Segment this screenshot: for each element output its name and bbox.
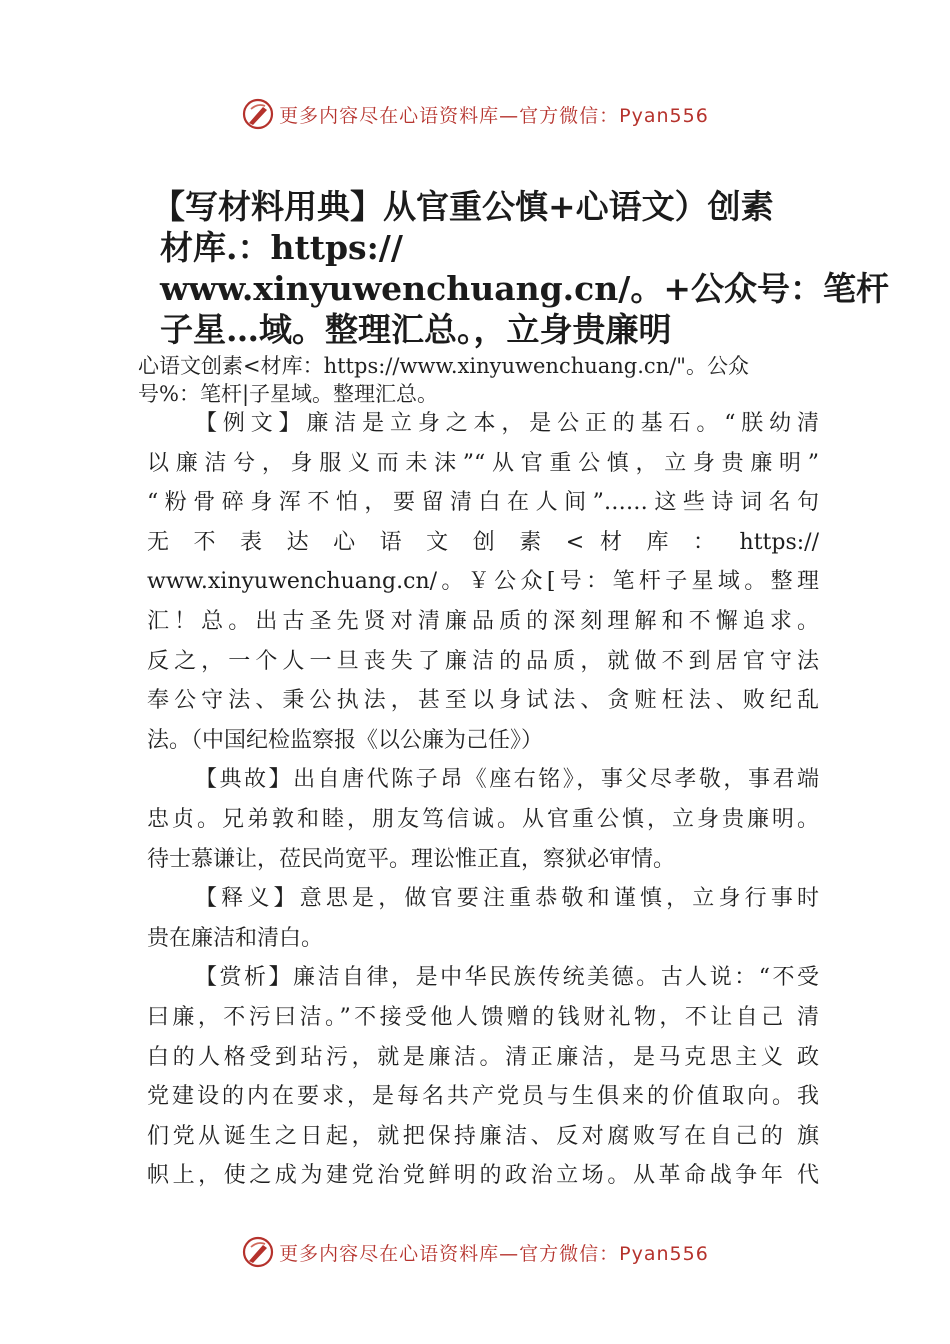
text-line: 忠贞。兄弟敦和睦，朋友笃信诚。从官重公慎，立身贵廉明。 xyxy=(147,806,819,832)
banner-text xyxy=(279,101,709,128)
text-line: 党建设的内在要求，是每名共产党员与生俱来的价值取向。我 xyxy=(147,1084,819,1110)
banner-account: Pyan556 xyxy=(619,104,709,127)
footer-banner xyxy=(0,1232,950,1272)
source-note xyxy=(138,352,828,408)
text-line: 【例文】廉洁是立身之本，是公正的基石。“朕幼清 xyxy=(195,411,819,436)
paragraph-appreciation xyxy=(147,958,819,1196)
text-line: 待士慕谦让，莅民尚宽平。理讼惟正直，察狱必审情。 xyxy=(147,846,676,872)
paragraph-allusion xyxy=(147,760,819,879)
title-line: 材库.：https:// xyxy=(160,228,403,267)
text-line: 汇！总。出古圣先贤对清廉品质的深刻理解和不懈追求。 xyxy=(147,608,819,634)
text-line: www.xinyuwenchuang.cn/。￥公众[号：笔杆子星域。整理 xyxy=(147,569,819,595)
text-line: 们党从诞生之日起，就把保持廉洁、反对腐败写在自己的 旗 xyxy=(147,1123,819,1149)
source-note-line: 号%：笔杆|子星域。整理汇总。 xyxy=(138,382,439,406)
text-line: 奉公守法、秉公执法，甚至以身试法、贪赃枉法、败纪乱 xyxy=(147,688,819,714)
title-line: 【写材料用典】从官重公慎+心语文）创素 xyxy=(152,187,774,226)
banner-account: Pyan556 xyxy=(619,1242,709,1265)
text-line: 反之，一个人一旦丧失了廉洁的品质，就做不到居官守法 xyxy=(147,648,819,674)
banner-label: 更多内容尽在心语资料库—官方微信： xyxy=(279,104,620,127)
banner-label: 更多内容尽在心语资料库—官方微信： xyxy=(279,1242,620,1265)
document-title xyxy=(152,186,889,350)
text-line: 【释义】意思是，做官要注重恭敬和谨慎，立身行事时 xyxy=(195,886,819,912)
paragraph-meaning xyxy=(147,879,819,958)
document-body xyxy=(147,404,819,1196)
text-line: “粉骨碎身浑不怕，要留清白在人间”……这些诗词名句 xyxy=(147,490,819,516)
source-note-line: 心语文创素<材库：https://www.xinyuwenchuang.cn/"。公众 xyxy=(138,354,749,378)
text-line: 【典故】出自唐代陈子昂《座右铭》，事父尽孝敬，事君端 xyxy=(195,767,819,793)
pen-seal-icon xyxy=(241,97,275,131)
text-line: 【赏析】廉洁自律，是中华民族传统美德。古人说：“不受 xyxy=(195,965,819,991)
title-line: www.xinyuwenchuang.cn/。+公众号：笔杆 xyxy=(160,269,889,308)
paragraph-example xyxy=(147,404,819,760)
text-line: 贵在廉洁和清白。 xyxy=(147,925,324,951)
text-line: 法。（中国纪检监察报《以公廉为己任》） xyxy=(147,727,544,753)
text-line: 无 不 表 达 心 语 文 创 素 < 材 库 ： https:// xyxy=(147,529,819,555)
text-line: 白的人格受到玷污，就是廉洁。清正廉洁，是马克思主义 政 xyxy=(147,1044,819,1070)
header-banner xyxy=(0,94,950,134)
text-line: 帜上，使之成为建党治党鲜明的政治立场。从革命战争年 代 xyxy=(147,1163,819,1189)
text-line: 曰廉，不污曰洁。”不接受他人馈赠的钱财礼物，不让自己 清 xyxy=(147,1004,819,1030)
title-line: 子星…域。整理汇总。，立身贵廉明 xyxy=(160,310,672,349)
pen-seal-icon xyxy=(241,1235,275,1269)
banner-text xyxy=(279,1239,709,1266)
text-line: 以廉洁兮，身服义而未沫”“从官重公慎，立身贵廉明” xyxy=(147,450,819,476)
